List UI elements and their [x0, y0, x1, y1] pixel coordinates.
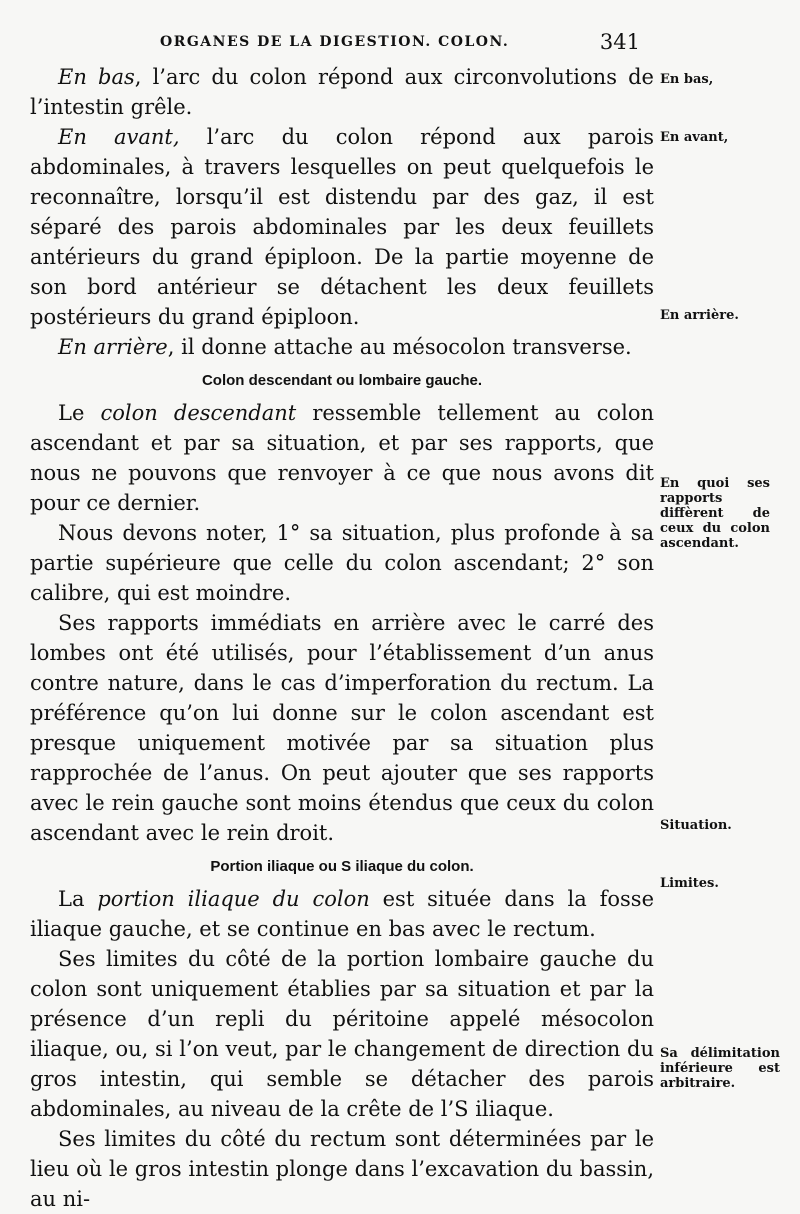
sidenote-en-quoi: En quoi ses rapports diffèrent de ceux du colon ascendant. — [660, 476, 770, 551]
paragraph-limites-rectum: Ses limites du côté du rectum sont déterminées par le lieu où le gros intestin plonge dans l’excavation du bassin, au ni- — [30, 1127, 654, 1211]
sidenote-situation: Situation. — [660, 818, 732, 833]
lead-en-avant: En avant, — [58, 125, 180, 149]
paragraph-en-bas — [30, 62, 654, 122]
running-head: ORGANES DE LA DIGESTION. COLON. — [160, 34, 510, 50]
sidenote-en-avant: En avant, — [660, 130, 729, 145]
page-header — [160, 30, 640, 60]
paragraph-situation-calibre: Nous devons noter, 1° sa situation, plus profonde à sa partie supérieure que celle du colon ascendant; 2° son calibre, qui est moindre. — [30, 521, 654, 605]
section-heading-s-iliaque: Portion iliaque ou S iliaque du colon. — [210, 858, 474, 875]
sidenote-en-bas: En bas, — [660, 72, 714, 87]
text-en-avant: l’arc du colon répond aux parois abdominales, à travers lesquelles on peut quelquefois le reconnaître, lorsqu’il est distendu par des gaz, il est séparé des parois abdominales par les deux feuillets antérieurs du grand épiploon. De la partie moyenne de son bord antérieur se détachent les deux feuillets postérieurs du grand épiploon. — [30, 125, 654, 329]
section-heading-colon-descendant: Colon descendant ou lombaire gauche. — [201, 372, 483, 389]
page-number: 341 — [599, 30, 640, 54]
lead-en-bas: En bas — [58, 65, 135, 89]
lead-en-arriere: En arrière — [58, 335, 168, 359]
lead-colon-descendant: colon descendant — [100, 401, 297, 425]
sidenote-limites: Limites. — [660, 876, 719, 891]
pre-portion-iliaque: La — [58, 887, 98, 911]
lead-portion-iliaque: portion iliaque du colon — [97, 887, 370, 911]
sidenote-en-arriere: En arrière. — [660, 308, 739, 323]
main-text — [30, 62, 654, 1214]
pre-colon-descendant: Le — [58, 401, 101, 425]
text-en-bas: , l’arc du colon répond aux circonvolutions de l’intestin grêle. — [30, 65, 654, 119]
paragraph-limites: Ses limites du côté de la portion lombaire gauche du colon sont uniquement établies par sa situation et par la présence d’un repli du péritoine appelé mésocolon iliaque, ou, si l’on veut, par le changement de direction du gros intestin, qui semble se détacher des parois abdominales, au niveau de la crête de l’S iliaque. — [30, 947, 654, 1121]
text-portion-iliaque: est située dans la fosse iliaque gauche, et se continue en bas avec le rectum. — [30, 887, 654, 941]
text-en-arriere: , il donne attache au mésocolon transverse. — [167, 335, 632, 359]
sidenote-delimitation: Sa délimitation inférieure est arbitraire. — [660, 1046, 780, 1091]
paragraph-en-avant — [30, 122, 654, 332]
paragraph-en-arriere — [30, 332, 654, 362]
paragraph-colon-descendant — [30, 398, 654, 518]
paragraph-rapports-immediats: Ses rapports immédiats en arrière avec le carré des lombes ont été utilisés, pour l’établissement d’un anus contre nature, dans le cas d’imperforation du rectum. La préférence qu’on lui donne sur le colon ascendant est presque uniquement motivée par sa situation plus rapprochée de l’anus. On peut ajouter que ses rapports avec le rein gauche sont moins étendus que ceux du colon ascendant avec le rein droit. — [30, 611, 654, 845]
paragraph-portion-iliaque — [30, 884, 654, 944]
text-colon-descendant: ressemble tellement au colon ascendant et par sa situation, et par ses rapports, que nous ne pouvons que renvoyer à ce que nous avons dit pour ce dernier. — [30, 401, 654, 515]
